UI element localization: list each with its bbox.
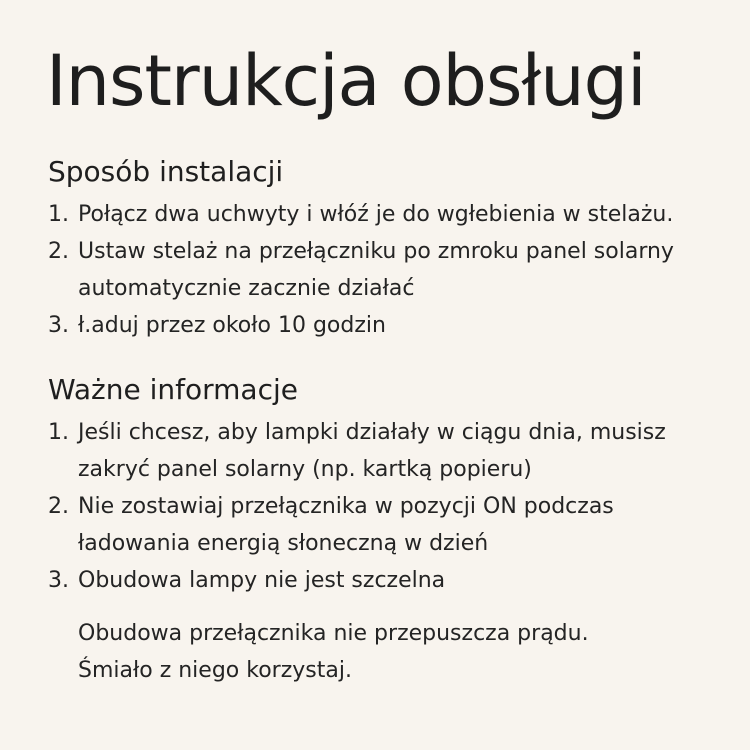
list-number: 1. (48, 202, 69, 227)
installation-heading: Sposób instalacji (48, 155, 284, 188)
list-item-text: Ustaw stelaż na przełączniku po zmroku panel solarny (78, 239, 674, 264)
important-info-list (0, 414, 750, 599)
list-item (0, 414, 750, 488)
list-item-text: Nie zostawiaj przełącznika w pozycji ON podczas (78, 494, 614, 519)
list-item-text-continuation: automatycznie zacznie działać (78, 276, 415, 301)
list-item-text: Jeśli chcesz, aby lampki działały w ciągu dnia, musisz (78, 420, 666, 445)
document-title: Instrukcja obsługi (46, 40, 646, 122)
list-item-text: Połącz dwa uchwyty i włóź je do wgłebienia w stelażu. (78, 202, 674, 227)
list-number: 3. (48, 313, 69, 338)
list-number: 3. (48, 568, 69, 593)
list-item-text: ł.aduj przez około 10 godzin (78, 313, 386, 338)
list-item (0, 196, 750, 233)
list-item-text-continuation: ładowania energią słoneczną w dzień (78, 531, 489, 556)
list-item (0, 233, 750, 307)
list-item-text-continuation: zakryć panel solarny (np. kartką popieru) (78, 457, 532, 482)
installation-list (0, 196, 750, 344)
safety-note-line-1: Obudowa przełącznika nie przepuszcza prądu. (78, 621, 589, 646)
list-item (0, 562, 750, 599)
safety-note-line-2: Śmiało z niego korzystaj. (78, 658, 352, 683)
list-item (0, 488, 750, 562)
list-number: 2. (48, 494, 69, 519)
list-number: 2. (48, 239, 69, 264)
list-number: 1. (48, 420, 69, 445)
list-item (0, 307, 750, 344)
important-info-heading: Ważne informacje (48, 373, 298, 406)
list-item-text: Obudowa lampy nie jest szczelna (78, 568, 446, 593)
